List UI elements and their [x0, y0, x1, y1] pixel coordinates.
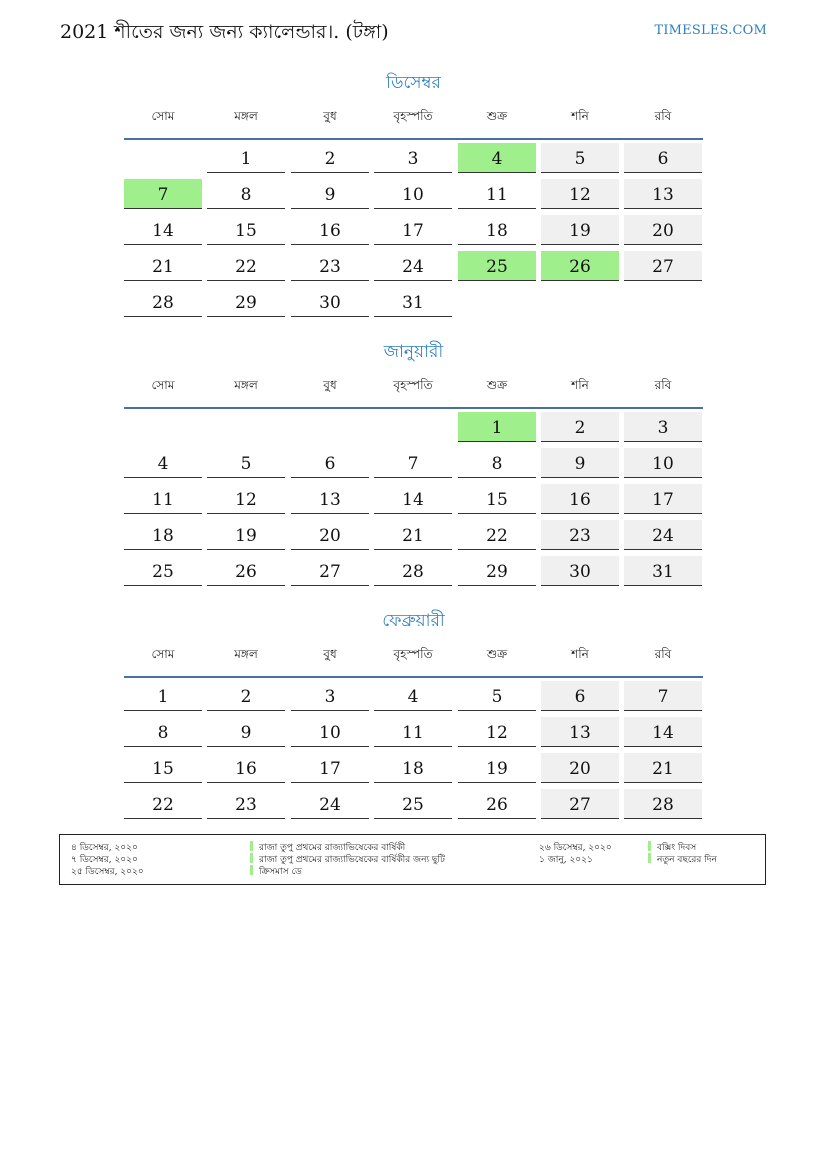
weekday-header: মঙ্গল	[234, 647, 258, 661]
day-cell: 14	[124, 215, 202, 245]
weekday-header: শনি	[571, 109, 589, 123]
day-cell: 21	[374, 520, 452, 550]
day-cell: 2	[541, 412, 619, 442]
legend-date: ১ জানু, ২০২১	[539, 855, 593, 865]
day-cell: 9	[541, 448, 619, 478]
day-cell: 7	[124, 179, 202, 209]
day-cell: 5	[207, 448, 285, 478]
legend-color-bar	[250, 841, 253, 851]
day-cell: 25	[374, 789, 452, 819]
day-cell: 21	[124, 251, 202, 281]
day-cell: 20	[624, 215, 702, 245]
legend-date: ৪ ডিসেম্বর, ২০২০	[71, 843, 138, 853]
day-cell: 21	[624, 753, 702, 783]
header-rule	[124, 407, 703, 409]
day-cell: 12	[541, 179, 619, 209]
weekday-header: সোম	[151, 378, 175, 392]
weekday-header: শুক্র	[486, 647, 508, 661]
day-cell: 17	[624, 484, 702, 514]
day-cell: 15	[207, 215, 285, 245]
day-cell: 22	[124, 789, 202, 819]
day-cell: 4	[458, 143, 536, 173]
weekday-header: বৃহস্পতি	[393, 109, 433, 123]
legend-holiday-name: নতুন বছরের দিন	[657, 855, 717, 865]
weekday-header: বৃহস্পতি	[393, 647, 433, 661]
day-cell: 3	[374, 143, 452, 173]
day-cell: 30	[291, 287, 369, 317]
day-cell: 7	[624, 681, 702, 711]
weekday-header: সোম	[151, 647, 175, 661]
month-title: জানুয়ারী	[383, 342, 444, 362]
weekday-header: বুধ	[323, 378, 337, 392]
day-cell: 17	[374, 215, 452, 245]
day-cell: 3	[624, 412, 702, 442]
weekday-header: শনি	[571, 378, 589, 392]
day-cell: 31	[374, 287, 452, 317]
day-cell: 23	[541, 520, 619, 550]
day-cell: 30	[541, 556, 619, 586]
day-cell: 27	[541, 789, 619, 819]
day-cell: 18	[374, 753, 452, 783]
day-cell: 6	[291, 448, 369, 478]
day-cell: 29	[458, 556, 536, 586]
day-cell: 3	[291, 681, 369, 711]
day-cell: 5	[541, 143, 619, 173]
day-cell: 19	[207, 520, 285, 550]
day-cell: 1	[207, 143, 285, 173]
weekday-header: শুক্র	[486, 378, 508, 392]
day-cell: 26	[458, 789, 536, 819]
day-cell: 26	[541, 251, 619, 281]
weekday-header: বুধ	[323, 109, 337, 123]
day-cell: 11	[458, 179, 536, 209]
day-cell: 1	[124, 681, 202, 711]
day-cell: 15	[124, 753, 202, 783]
day-cell: 8	[458, 448, 536, 478]
month-title: ফেব্রুয়ারী	[382, 611, 445, 631]
legend-color-bar	[250, 865, 253, 875]
day-cell: 7	[374, 448, 452, 478]
day-cell: 28	[624, 789, 702, 819]
weekday-header: রবি	[654, 647, 672, 661]
day-cell: 8	[124, 717, 202, 747]
holiday-legend	[59, 834, 766, 885]
day-cell: 11	[124, 484, 202, 514]
legend-color-bar	[648, 841, 651, 851]
day-cell: 17	[291, 753, 369, 783]
legend-holiday-name: রাজা তুপু প্রথমের রাজ্যাভিষেকের বার্ষিকীর জন্য ছুটি	[259, 855, 445, 865]
weekday-header: শনি	[571, 647, 589, 661]
weekday-header: মঙ্গল	[234, 378, 258, 392]
day-cell: 22	[458, 520, 536, 550]
day-cell: 10	[624, 448, 702, 478]
day-cell: 8	[207, 179, 285, 209]
day-cell: 28	[374, 556, 452, 586]
legend-date: ২৫ ডিসেম্বর, ২০২০	[71, 867, 144, 877]
day-cell: 13	[541, 717, 619, 747]
site-link[interactable]: TIMESLES.COM	[654, 23, 767, 38]
day-cell: 11	[374, 717, 452, 747]
legend-color-bar	[648, 853, 651, 863]
day-cell: 29	[207, 287, 285, 317]
weekday-header: বুধ	[323, 647, 337, 661]
day-cell: 14	[624, 717, 702, 747]
day-cell: 13	[291, 484, 369, 514]
day-cell: 27	[624, 251, 702, 281]
header-rule	[124, 676, 703, 678]
day-cell: 20	[291, 520, 369, 550]
legend-holiday-name: ক্রিসমাস ডে	[259, 867, 302, 877]
weekday-header: রবি	[654, 378, 672, 392]
day-cell: 28	[124, 287, 202, 317]
day-cell: 12	[458, 717, 536, 747]
day-cell: 2	[207, 681, 285, 711]
day-cell: 19	[541, 215, 619, 245]
day-cell: 31	[624, 556, 702, 586]
day-cell: 5	[458, 681, 536, 711]
day-cell: 24	[374, 251, 452, 281]
weekday-header: রবি	[654, 109, 672, 123]
day-cell: 10	[374, 179, 452, 209]
day-cell: 16	[207, 753, 285, 783]
weekday-header: মঙ্গল	[234, 109, 258, 123]
day-cell: 9	[291, 179, 369, 209]
day-cell: 16	[541, 484, 619, 514]
day-cell: 16	[291, 215, 369, 245]
page-title: 2021 শীতের জন্য জন্য ক্যালেন্ডার।. (টঙ্গা)	[60, 21, 389, 43]
day-cell: 6	[624, 143, 702, 173]
day-cell: 18	[458, 215, 536, 245]
day-cell: 9	[207, 717, 285, 747]
weekday-header: বৃহস্পতি	[393, 378, 433, 392]
legend-holiday-name: বক্সিং দিবস	[657, 843, 697, 853]
day-cell: 4	[374, 681, 452, 711]
day-cell: 24	[291, 789, 369, 819]
day-cell: 24	[624, 520, 702, 550]
legend-color-bar	[250, 853, 253, 863]
day-cell: 20	[541, 753, 619, 783]
day-cell: 2	[291, 143, 369, 173]
header-rule	[124, 138, 703, 140]
day-cell: 25	[124, 556, 202, 586]
day-cell: 27	[291, 556, 369, 586]
day-cell: 1	[458, 412, 536, 442]
legend-holiday-name: রাজা তুপু প্রথমের রাজ্যাভিষেকের বার্ষিকী	[259, 843, 406, 853]
legend-date: ৭ ডিসেম্বর, ২০২০	[71, 855, 138, 865]
day-cell: 12	[207, 484, 285, 514]
day-cell: 18	[124, 520, 202, 550]
day-cell: 15	[458, 484, 536, 514]
day-cell: 6	[541, 681, 619, 711]
legend-date: ২৬ ডিসেম্বর, ২০২০	[539, 843, 612, 853]
day-cell: 22	[207, 251, 285, 281]
day-cell: 23	[291, 251, 369, 281]
day-cell: 4	[124, 448, 202, 478]
day-cell: 26	[207, 556, 285, 586]
month-title: ডিসেম্বর	[386, 73, 441, 93]
day-cell: 19	[458, 753, 536, 783]
day-cell: 14	[374, 484, 452, 514]
weekday-header: সোম	[151, 109, 175, 123]
weekday-header: শুক্র	[486, 109, 508, 123]
day-cell: 10	[291, 717, 369, 747]
day-cell: 25	[458, 251, 536, 281]
day-cell: 13	[624, 179, 702, 209]
day-cell: 23	[207, 789, 285, 819]
